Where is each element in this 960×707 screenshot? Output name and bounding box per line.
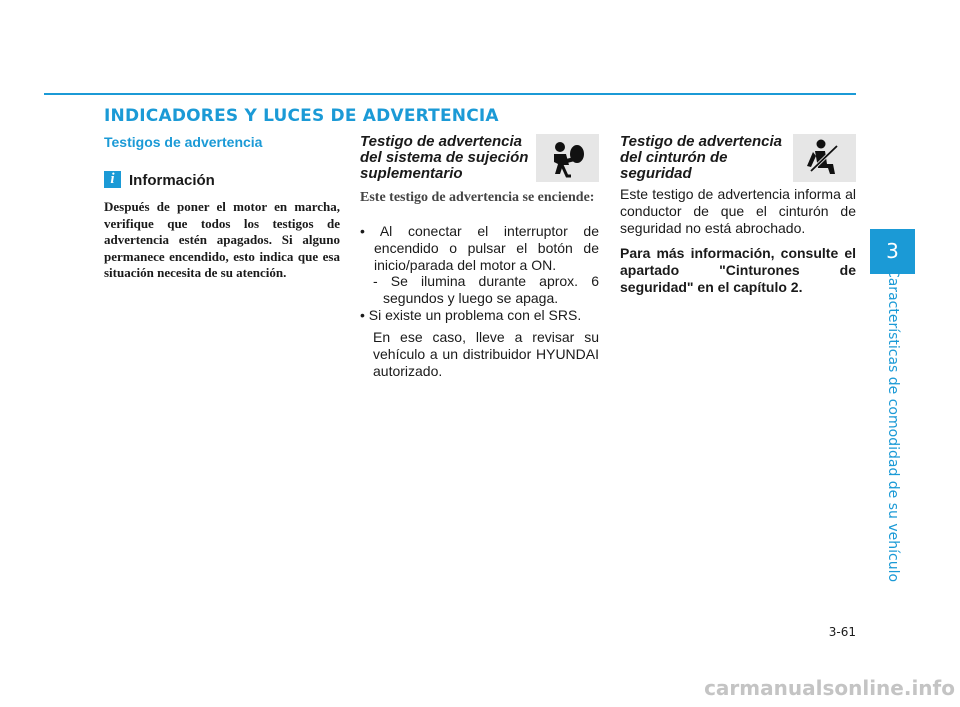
airbag-title-line-3: suplementario	[360, 165, 463, 182]
page-number: 3-61	[828, 625, 856, 639]
airbag-warning-icon	[536, 134, 599, 182]
seatbelt-title-line-3: seguridad	[620, 165, 692, 182]
airbag-bullet-1: • Al conectar el interruptor de encendido o pulsar el botón de inicio/parada del motor a ON.	[360, 223, 599, 273]
seat-belt-warning-icon	[793, 134, 856, 182]
section-title: INDICADORES Y LUCES DE ADVERTENCIA	[104, 106, 499, 126]
watermark: carmanualsonline.info	[704, 676, 955, 700]
airbag-bullet-2-follow: En ese caso, lleve a revisar su vehículo a un distribuidor HYUNDAI autorizado.	[373, 329, 599, 379]
airbag-lead: Este testigo de advertencia se enciende:	[360, 190, 595, 205]
airbag-bullet-2: • Si existe un problema con el SRS.	[360, 307, 582, 323]
chapter-tab: 3	[870, 229, 915, 274]
info-icon: i	[104, 171, 121, 188]
airbag-bullet-1-sub: - Se ilumina durante aprox. 6 segundos y luego se apaga.	[373, 273, 599, 306]
info-body: Después de poner el motor en marcha, verifique que todos los testigos de advertencia estén apagados. Si alguno permanece encendido, esto indica que esa situación necesita de su atención.	[104, 199, 340, 280]
seatbelt-body: Este testigo de advertencia informa al conductor de que el cinturón de seguridad no está abrochado.	[620, 186, 856, 236]
header-rule	[44, 93, 856, 95]
chapter-caption: Características de comodidad de su vehículo	[885, 267, 901, 583]
left-subheading: Testigos de advertencia	[104, 134, 263, 150]
seatbelt-title-line-1: Testigo de advertencia	[620, 133, 782, 150]
airbag-icon-graphic	[536, 134, 599, 182]
airbag-title-line-1: Testigo de advertencia	[360, 133, 522, 150]
seatbelt-note: Para más información, consulte el apartado "Cinturones de seguridad" en el capítulo 2.	[620, 245, 856, 295]
info-title: Información	[129, 172, 215, 189]
seatbelt-title-line-2: del cinturón de	[620, 149, 728, 166]
airbag-title-line-2: del sistema de sujeción	[360, 149, 529, 166]
seatbelt-icon-graphic	[793, 134, 856, 182]
